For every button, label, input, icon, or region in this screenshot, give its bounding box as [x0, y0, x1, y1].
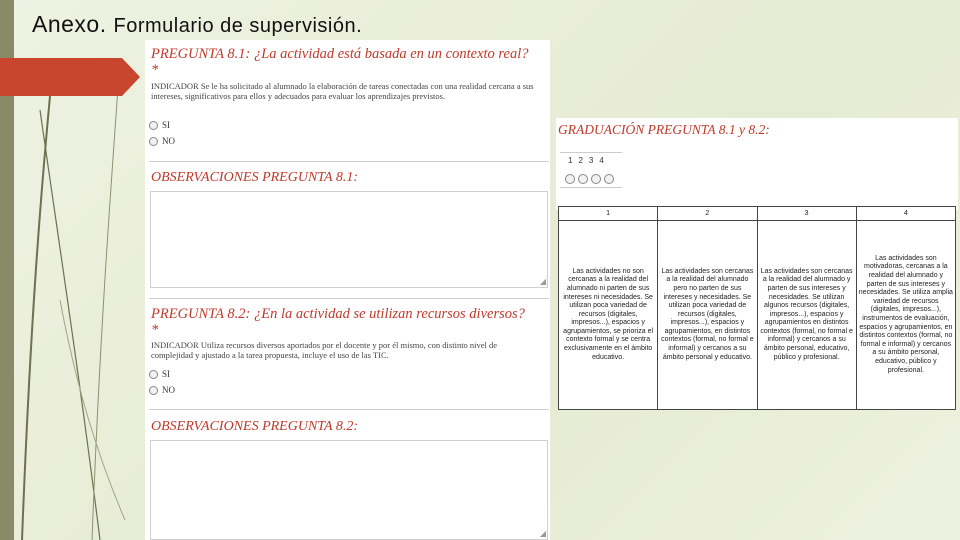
- q82-option-no[interactable]: [149, 385, 175, 395]
- observaciones-8-1-title: OBSERVACIONES PREGUNTA 8.1:: [151, 170, 358, 185]
- form-panel: [145, 40, 550, 540]
- table-header-cell: 2: [658, 207, 757, 221]
- table-header-cell: 4: [856, 207, 955, 221]
- scale-label-4: 4: [599, 156, 604, 165]
- question-8-1-title: PREGUNTA 8.1: ¿La actividad está basada en un contexto real? *: [151, 46, 529, 78]
- radio-icon[interactable]: [149, 137, 158, 146]
- observaciones-8-2-textarea[interactable]: [150, 440, 548, 540]
- question-8-2-title: PREGUNTA 8.2: ¿En la actividad se utilizan recursos diversos? *: [151, 306, 525, 338]
- question-8-1-indicator: INDICADOR Se le ha solicitado al alumnado la elaboración de tareas conectadas con una realidad cercana a sus intereses, significativos para ellos y adecuados para evaluar los aprendizajes previstos.: [151, 81, 534, 101]
- slide-title: [32, 11, 362, 38]
- scale-radio-3[interactable]: [591, 174, 601, 184]
- scale-radio-2[interactable]: [578, 174, 588, 184]
- observaciones-8-2-title: OBSERVACIONES PREGUNTA 8.2:: [151, 419, 358, 434]
- red-accent-tab: [0, 58, 122, 96]
- scale-numbers: [568, 156, 604, 165]
- table-header-cell: 1: [559, 207, 658, 221]
- table-header-row: [559, 207, 956, 221]
- scale-radio-4[interactable]: [604, 174, 614, 184]
- scale-label-3: 3: [588, 156, 594, 165]
- q81-option-si[interactable]: [149, 120, 170, 130]
- separator: [560, 187, 622, 188]
- separator: [560, 152, 622, 153]
- observaciones-8-1-textarea[interactable]: [150, 191, 548, 288]
- scale-radio-group[interactable]: [565, 174, 614, 184]
- table-cell-level-2: Las actividades son cercanas a la realidad del alumnado pero no parten de sus intereses y necesidades. Se utilizan poca variedad de recursos (digitales, impresos...), espacios y agrupamientos, en distintos contextos (formal, no formal e informal) y cercanos a su ámbito personal y educativo.: [658, 221, 757, 410]
- graduacion-rubric-table: [558, 206, 956, 410]
- separator: [149, 409, 549, 410]
- q81-option-no-label: NO: [162, 136, 175, 146]
- q82-option-si[interactable]: [149, 369, 170, 379]
- separator: [149, 161, 549, 162]
- table-cell-level-3: Las actividades son cercanas a la realidad del alumnado y parten de sus intereses y necesidades. Se utilizan algunos recursos (digitales, impresos...), espacios y agrupamientos en distintos contextos (formal, no formal e informal) y cercanos a su ámbito personal, educativo, público y profesional.: [757, 221, 856, 410]
- separator: [149, 298, 549, 299]
- slide-title-main: Anexo.: [32, 11, 107, 37]
- radio-icon[interactable]: [149, 121, 158, 130]
- scale-label-2: 2: [578, 156, 583, 165]
- question-8-2-indicator: INDICADOR Utiliza recursos diversos aportados por el docente y por él mismo, con distinto nivel de complejidad y ajustado a la tarea propuesta, incluye el uso de las TIC.: [151, 340, 498, 360]
- graduacion-panel: [556, 118, 958, 210]
- radio-icon[interactable]: [149, 386, 158, 395]
- table-cell-level-1: Las actividades no son cercanas a la realidad del alumnado ni parten de sus intereses ni necesidades. Se utilizan poca variedad de recursos (digitales, impresos...), espacios y agrupamientos, se prioriza el contexto formal y se centra exclusivamente en el ámbito educativo.: [559, 221, 658, 410]
- q82-option-si-label: SI: [162, 369, 171, 379]
- resize-grip-icon[interactable]: ◢: [539, 277, 546, 286]
- q82-option-no-label: NO: [162, 385, 175, 395]
- table-row: [559, 221, 956, 410]
- scale-radio-1[interactable]: [565, 174, 575, 184]
- radio-icon[interactable]: [149, 370, 158, 379]
- table-cell-level-4: Las actividades son motivadoras, cercanas a la realidad del alumnado y parten de sus intereses y necesidades. Se utiliza amplia variedad de recursos (digitales, impresos...), instrumentos de evaluación, espacios y agrupamientos, en distintos contextos (formal, no formal e informal) y cercanos a su ámbito personal, educativo, público y profesional.: [856, 221, 955, 410]
- table-header-cell: 3: [757, 207, 856, 221]
- resize-grip-icon[interactable]: ◢: [539, 529, 546, 538]
- q81-option-no[interactable]: [149, 136, 175, 146]
- q81-option-si-label: SI: [162, 120, 171, 130]
- scale-label-1: 1: [568, 156, 573, 165]
- slide-title-sub: Formulario de supervisión.: [113, 15, 363, 37]
- graduacion-title: GRADUACIÓN PREGUNTA 8.1 y 8.2:: [558, 122, 770, 137]
